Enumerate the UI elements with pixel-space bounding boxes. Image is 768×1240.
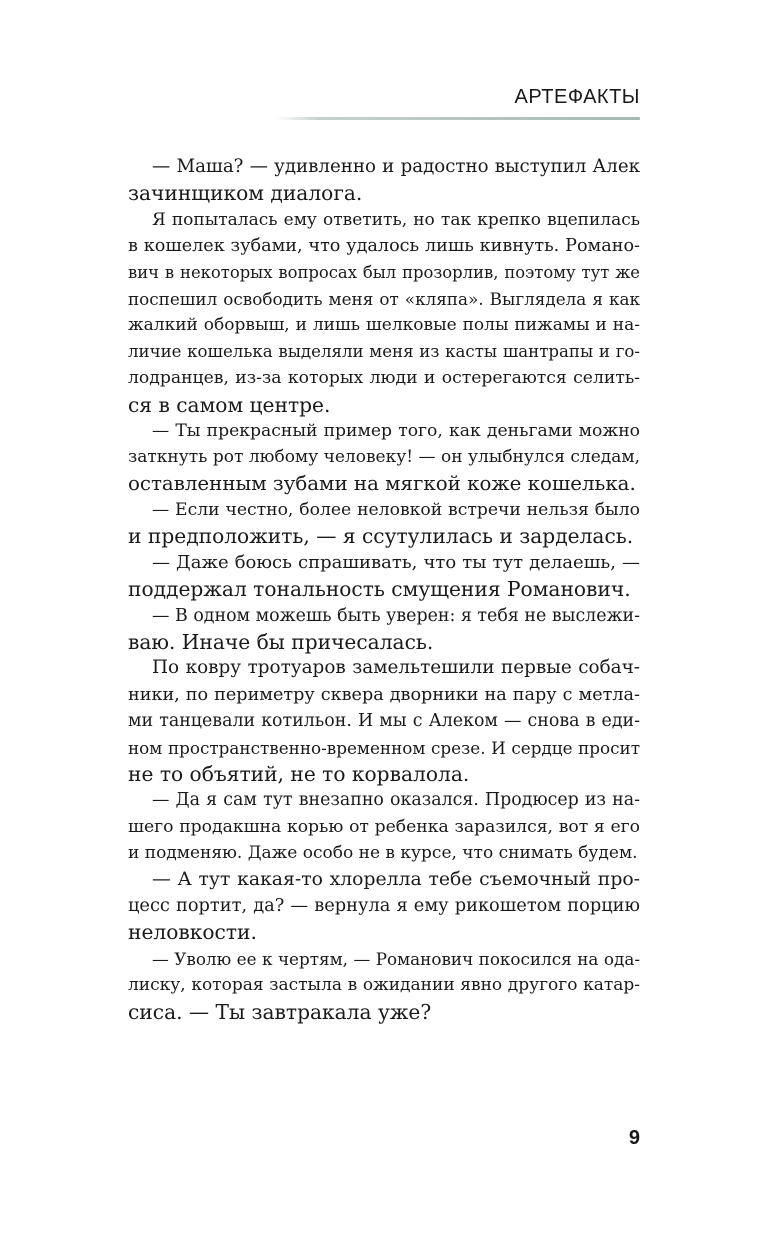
text-line: заткнуть рот любому человеку! — он улыбнулся следам,: [128, 447, 640, 468]
text-line: жалкий оборвыш, и лишь шелковые полы пижамы и на-: [128, 315, 640, 336]
text-line: ваю. Иначе бы причесалась.: [128, 630, 434, 655]
text-line: и подменяю. Даже особо не в курсе, что снимать будем.: [128, 843, 638, 864]
text-line: сиса. — Ты завтракала уже?: [128, 999, 432, 1024]
text-line: шего продакшна корью от ребенка заразился, вот я его: [128, 816, 640, 837]
text-line: — Даже боюсь спрашивать, что ты тут делаешь, —: [152, 551, 640, 573]
text-line: и предположить, — я ссутулилась и зарделась.: [128, 524, 634, 549]
text-line: — В одном можешь быть уверен: я тебя не выслежи-: [152, 605, 640, 626]
text-line: не то объятий, не то корвалола.: [128, 761, 470, 786]
text-line: поддержал тональность смущения Романович.: [128, 577, 631, 602]
running-head-title: АРТЕФАКТЫ: [514, 86, 640, 108]
text-line: поспешил освободить меня от «кляпа». Выглядела я как: [128, 288, 640, 309]
text-line: — А тут какая-то хлорелла тебе съемочный про-: [152, 868, 640, 890]
text-line: в кошелек зубами, что удалось лишь кивнуть. Романо-: [128, 236, 640, 257]
text-line: оставленным зубами на мягкой коже кошелька.: [128, 471, 636, 495]
text-line: По ковру тротуаров замельтешили первые собач-: [152, 657, 640, 679]
text-line: — Уволю ее к чертям, — Романович покосился на ода-: [152, 948, 640, 969]
text-line: личие кошелька выделяли меня из касты шантрапы и го-: [128, 341, 640, 361]
text-line: лиску, которая застыла в ожидании явно другого катар-: [128, 975, 640, 996]
text-line: — Маша? — удивленно и радостно выступил Алек: [152, 156, 640, 177]
text-line: ми танцевали котильон. И мы с Алеком — снова в еди-: [128, 711, 640, 732]
header-divider: [276, 117, 640, 120]
text-line: — Ты прекрасный пример того, как деньгами можно: [152, 420, 640, 441]
text-line: зачинщиком диалога.: [128, 181, 363, 206]
text-line: вич в некоторых вопросах был прозорлив, поэтому тут же: [128, 262, 640, 282]
text-line: цесс портит, да? — вернула я ему рикошетом порцию: [128, 894, 640, 916]
text-line: ники, по периметру сквера дворники на пару с метла-: [128, 684, 640, 705]
text-line: ном пространственно-временном срезе. И сердце просит: [128, 737, 640, 758]
text-line: — Да я сам тут внезапно оказался. Продюсер из на-: [152, 790, 640, 811]
body-text: [128, 154, 640, 1025]
text-line: ся в самом центре.: [128, 392, 331, 417]
text-line: неловкости.: [128, 920, 257, 945]
text-line: лодранцев, из-за которых люди и остерегаются селить-: [128, 368, 640, 389]
text-line: Я попыталась ему ответить, но так крепко вцепилась: [152, 209, 640, 230]
text-line: — Если честно, более неловкой встречи нельзя было: [152, 500, 640, 521]
page-number: 9: [628, 1127, 640, 1149]
